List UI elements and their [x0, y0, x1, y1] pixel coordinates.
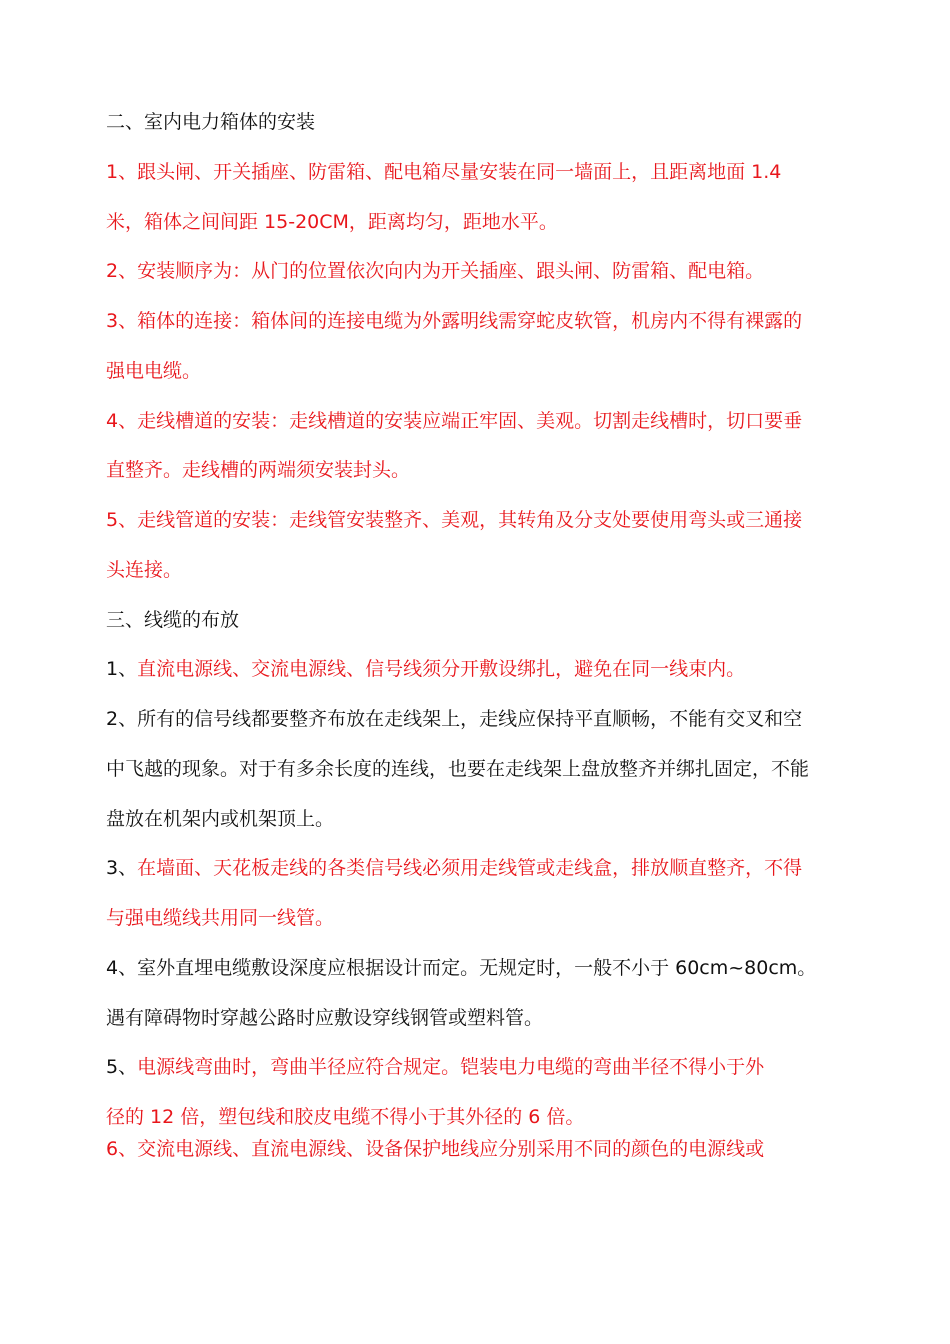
item-number: 3、	[106, 857, 138, 879]
paragraph-2-line-1: 2、安装顺序为：从门的位置依次向内为开关插座、跟头闸、防雷箱、配电箱。	[106, 260, 765, 282]
cable-item-6-line-1: 6、交流电源线、直流电源线、设备保护地线应分别采用不同的颜色的电源线或	[106, 1138, 765, 1160]
cable-item-5-line-1: 5、电源线弯曲时，弯曲半径应符合规定。铠装电力电缆的弯曲半径不得小于外	[106, 1056, 765, 1078]
item-number: 1、	[106, 658, 138, 680]
paragraph-3-line-1: 3、箱体的连接：箱体间的连接电缆为外露明线需穿蛇皮软管，机房内不得有裸露的	[106, 310, 803, 332]
paragraph-5-line-2: 头连接。	[106, 559, 183, 581]
cable-item-3-line-1: 3、在墙面、天花板走线的各类信号线必须用走线管或走线盒，排放顺直整齐，不得	[106, 857, 803, 879]
cable-item-3-line-2: 与强电缆线共用同一线管。	[106, 907, 335, 929]
cable-item-2-line-3: 盘放在机架内或机架顶上。	[106, 808, 335, 830]
cable-item-1-line-1: 1、直流电源线、交流电源线、信号线须分开敷设绑扎，避免在同一线束内。	[106, 658, 746, 680]
paragraph-3-line-2: 强电电缆。	[106, 360, 202, 382]
paragraph-4-line-1: 4、走线槽道的安装：走线槽道的安装应端正牢固、美观。切割走线槽时，切口要垂	[106, 410, 803, 432]
cable-item-4-line-1: 4、室外直埋电缆敷设深度应根据设计而定。无规定时，一般不小于 60cm~80cm。	[106, 957, 817, 979]
paragraph-1-line-1: 1、跟头闸、开关插座、防雷箱、配电箱尽量安装在同一墙面上，且距离地面 1.4	[106, 161, 782, 183]
paragraph-1-line-2: 米，箱体之间间距 15-20CM，距离均匀，距地水平。	[106, 211, 558, 233]
cable-item-2-line-2: 中飞越的现象。对于有多余长度的连线，也要在走线架上盘放整齐并绑扎固定，不能	[106, 758, 810, 780]
cable-item-2-line-1: 2、所有的信号线都要整齐布放在走线架上，走线应保持平直顺畅，不能有交叉和空	[106, 708, 803, 730]
paragraph-4-line-2: 直整齐。走线槽的两端须安装封头。	[106, 459, 411, 481]
heading-cable-routing: 三、线缆的布放	[106, 609, 240, 631]
cable-item-5-line-2: 径的 12 倍，塑包线和胶皮电缆不得小于其外径的 6 倍。	[106, 1106, 585, 1128]
paragraph-5-line-1: 5、走线管道的安装：走线管安装整齐、美观，其转角及分支处要使用弯头或三通接	[106, 509, 803, 531]
heading-indoor-power-box-installation: 二、室内电力箱体的安装	[106, 111, 316, 133]
item-number: 5、	[106, 1056, 138, 1078]
cable-item-4-line-2: 遇有障碍物时穿越公路时应敷设穿线钢管或塑料管。	[106, 1007, 544, 1029]
